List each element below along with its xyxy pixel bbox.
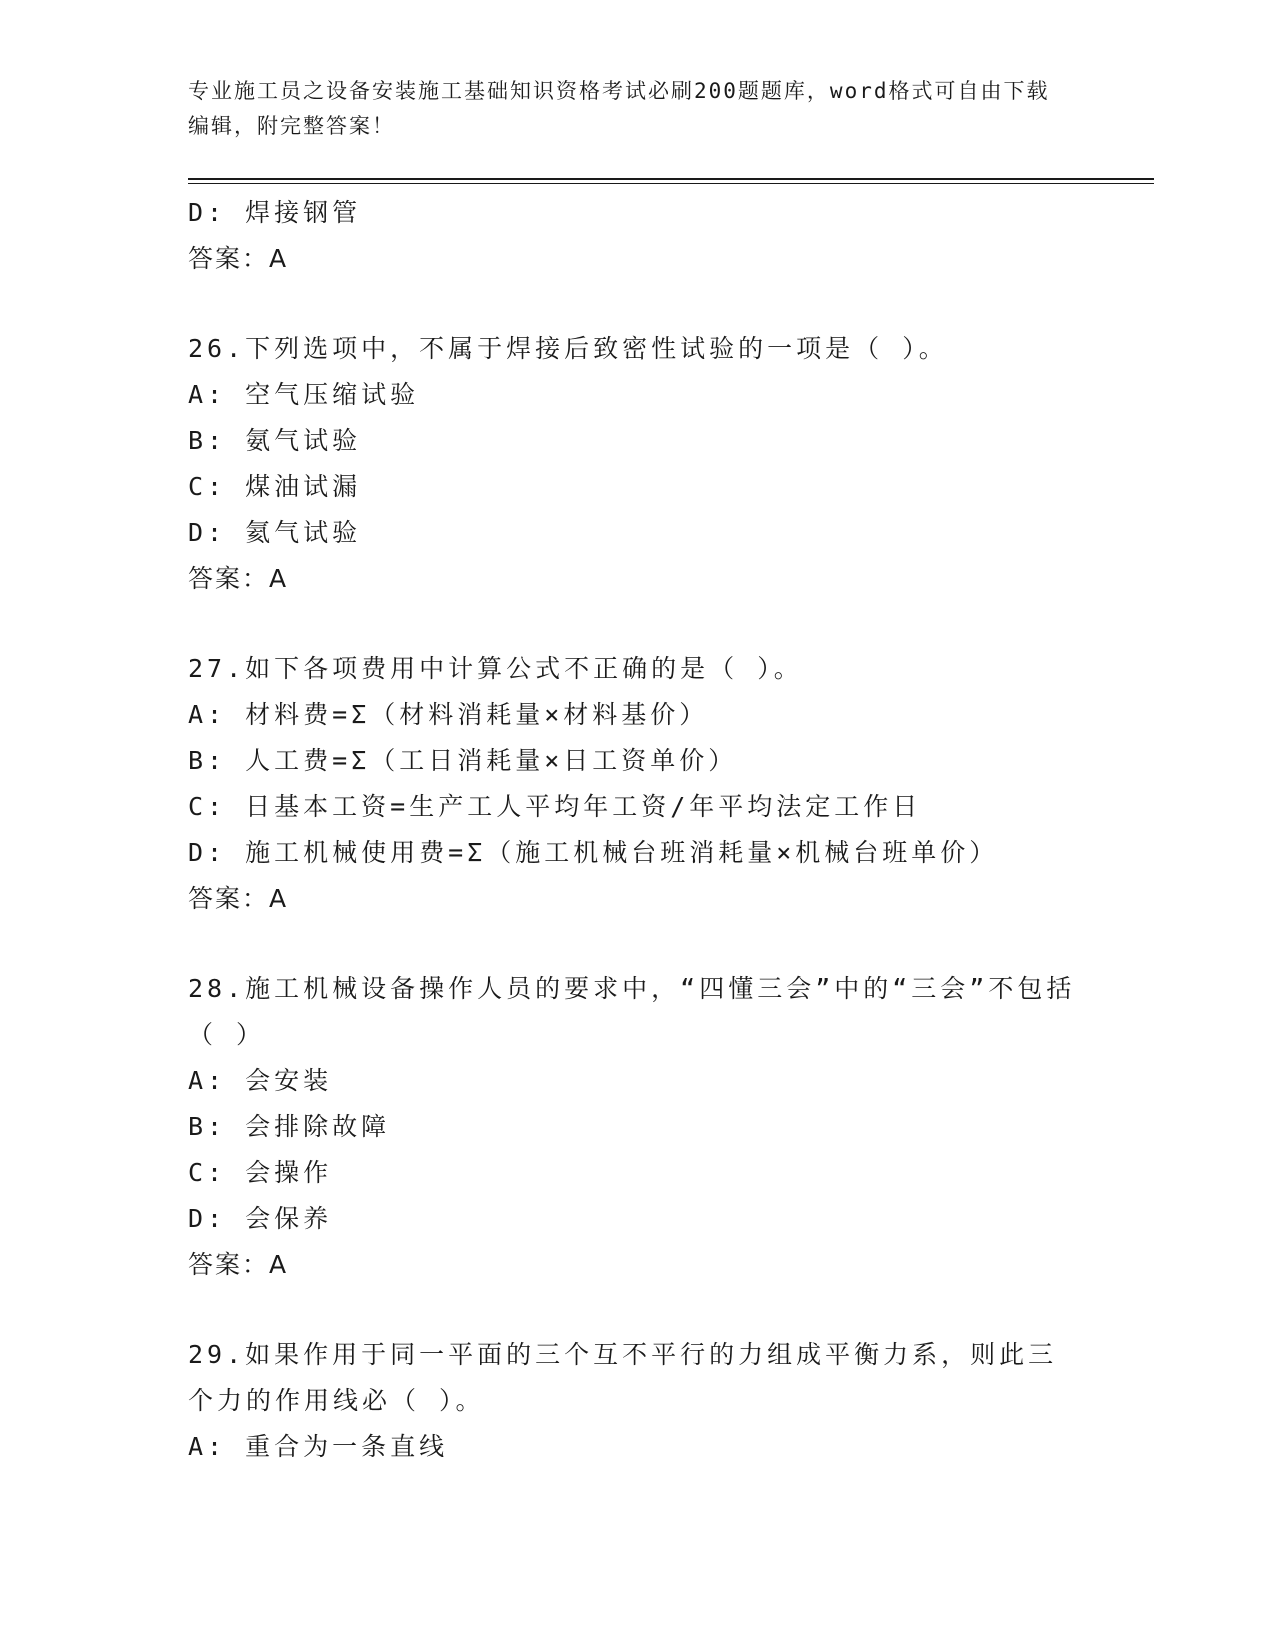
option-d: D: 施工机械使用费=Σ（施工机械台班消耗量×机械台班单价） [188, 838, 999, 867]
option-d: D: 会保养 [188, 1204, 333, 1233]
question-title: 28.施工机械设备操作人员的要求中，“四懂三会”中的“三会”不包括（ ） [188, 974, 1076, 1049]
option-b: B: 人工费=Σ（工日消耗量×日工资单价） [188, 746, 738, 775]
spacer [188, 922, 1088, 966]
answer-line: 答案：A [188, 1250, 289, 1279]
option-a: A: 空气压缩试验 [188, 380, 420, 409]
option-c: C: 煤油试漏 [188, 472, 362, 501]
spacer [188, 602, 1088, 646]
answer-line: 答案：A [188, 884, 289, 913]
option-d: D: 氦气试验 [188, 518, 362, 547]
option-b: B: 氨气试验 [188, 426, 362, 455]
spacer [188, 1288, 1088, 1332]
spacer [188, 282, 1088, 326]
question-title: 26.下列选项中，不属于焊接后致密性试验的一项是（ ）。 [188, 334, 948, 363]
question-title: 29.如果作用于同一平面的三个互不平行的力组成平衡力系，则此三个力的作用线必（ ）。 [188, 1340, 1058, 1415]
option-d: D: 焊接钢管 [188, 198, 362, 227]
document-header: 专业施工员之设备安装施工基础知识资格考试必刷200题题库，word格式可自由下载编辑，附完整答案！ [188, 79, 1050, 138]
option-a: A: 重合为一条直线 [188, 1432, 449, 1461]
answer-line: 答案：A [188, 564, 289, 593]
option-c: C: 日基本工资=生产工人平均年工资/年平均法定工作日 [188, 792, 922, 821]
question-title: 27.如下各项费用中计算公式不正确的是（ ）。 [188, 654, 803, 683]
header-divider-thick [188, 178, 1154, 180]
option-c: C: 会操作 [188, 1158, 333, 1187]
option-a: A: 材料费=Σ（材料消耗量×材料基价） [188, 700, 709, 729]
option-b: B: 会排除故障 [188, 1112, 391, 1141]
header-divider-thin [188, 183, 1154, 184]
answer-line: 答案：A [188, 244, 289, 273]
question-content [188, 190, 1088, 1470]
option-a: A: 会安装 [188, 1066, 333, 1095]
